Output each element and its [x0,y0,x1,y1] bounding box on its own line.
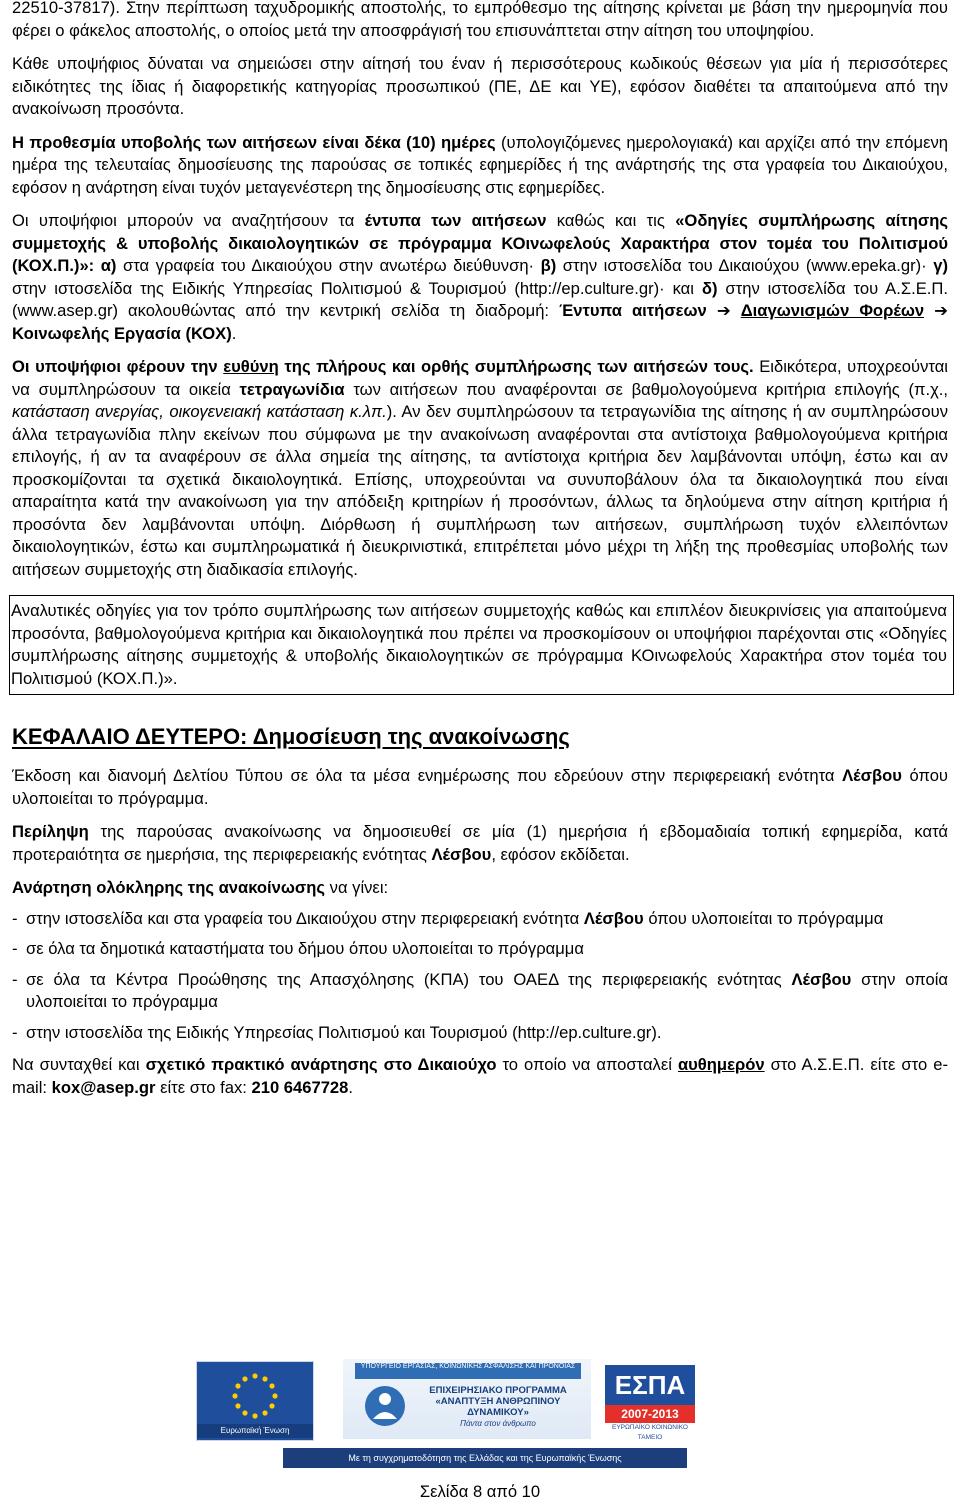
espa-logo [605,1365,695,1441]
list-item [12,969,948,1014]
region-name: Λέσβου [791,969,852,989]
list-item [12,908,948,931]
text-span: όπου υλοποιείται το πρόγραμμα [643,908,884,928]
paragraph-postal-submission [12,0,948,42]
espa-fund-name: ΕΥΡΩΠΑΪΚΟ ΚΟΙΝΩΝΙΚΟ ΤΑΜΕΙΟ [612,1424,688,1441]
italic-span: κατάσταση ανεργίας, οικογενειακή κατάσταση κ.λπ. [12,402,387,421]
path-step: Έντυπα αιτήσεων [559,301,707,320]
text-span: στο Α.Σ.Ε.Π. είτε στο e-mail: [12,1055,948,1097]
espa-wordmark: ΕΣΠΑ [605,1365,695,1405]
instructions-title: «Οδηγίες συμπλήρωσης αίτησης συμμετοχής & υποβολής δικαιολογητικών σε πρόγραμμα ΚΟινωφελούς Χαρακτήρα στον τομέα του Πολιτισμού (ΚΟΧ.Π.)»: α) [12,211,948,275]
text-span: . [348,1077,354,1097]
text-span: ). Αν δεν συμπληρώσουν τα τετραγωνίδια της αίτησης ή αν συμπληρώσουν άλλα τετραγωνίδια πλην εκείνων που σύμφωνα με την ανακοίνωση αναφέρονται στα αντίστοιχα βαθμολογούμενα κριτήρια επιλογής, ή αν τα αναφέρουν σε άλλα σημεία της αίτησης, τα αντίστοιχα κριτήρια δεν λαμβάνονται υπόψη, έστω και αν προσκομίζονται τα σχετικά δικαιολογητικά. Επίσης, υποχρεούνται να συνυποβάλουν όλα τα δικαιολογητικά που είναι απαραίτητα κατά την ανακοίνωση για την απόδειξη κριτηρίων ή προσόντων, άλλως τα δηλούμενα στην αίτηση κριτήρια ή προσόντα δεν λαμβάνονται υπόψη. Διόρθωση ή συμπλήρωση των αιτήσεων, συμπλήρωση τυχόν ελλειπόντων δικαιολογητικών, έστω και συμπληρωματικά ή διευκρινιστικά, επιτρέπεται μόνο μέχρι τη λήξη της προθεσμίας υποβολής των αιτήσεων συμμετοχής στη διαδικασία επιλογής. [12,402,948,579]
text-span: καθώς και τις [546,211,676,230]
paragraph-posting-record [12,1054,948,1099]
text-span: στην ιστοσελίδα και στα γραφεία του Δικαιούχου στην περιφερειακή ενότητα [26,908,584,928]
text-span: Οι υποψήφιοι μπορούν να αναζητήσουν τα [12,211,365,230]
text-span: . [231,323,237,343]
bold-span: τετραγωνίδια [239,379,345,399]
bold-span: Οι υποψήφιοι φέρουν την [12,357,224,376]
bold-span: Ανάρτηση ολόκληρης της ανακοίνωσης [12,878,326,897]
chapter-heading: ΚΕΦΑΛΑΙΟ ΔΕΥΤΕΡΟ: Δημοσίευση της ανακοίνωσης [12,724,570,749]
eu-caption: Ευρωπαϊκή Ένωση [197,1424,313,1438]
list-dash: - [12,1022,18,1042]
paragraph-summary [12,821,948,866]
text-span: των αιτήσεων που αναφέρονται σε βαθμολογούμενα κριτήρια επιλογής (π.χ., [344,379,948,399]
paragraph-text: (υπολογιζόμενες ημερολογιακά) και αρχίζει από την επόμενη ημέρα της τελευταίας δημοσίευσης της παρούσας σε τοπικές εφημερίδες ή της ανάρτησής της στα γραφεία του Δικαιούχου, εφόσον η ανάρτηση είναι τυχόν μεταγενέστερη της δημοσίευσης στις εφημερίδες. [12,132,948,197]
list-dash: - [12,969,18,989]
instructions-box-text: Αναλυτικές οδηγίες για τον τρόπο συμπλήρωσης των αιτήσεων συμμετοχής καθώς και επιπλέον διευκρινίσεις για απαιτούμενα προσόντα, βαθμολογούμενα κριτήρια και δικαιολογητικά που πρέπει να προσκομίσουν οι υποψήφιοι παρέχονται στις «Οδηγίες συμπλήρωσης αίτησης συμμετοχής & υποβολής δικαιολογητικών σε πρόγραμμα ΚΟινωφελούς Χαρακτήρα στον τομέα του Πολιτισμού (ΚΟΧ.Π.)». [11,601,947,688]
item-marker: δ) [701,278,718,298]
text-span: όπου υλοποιείται το πρόγραμμα. [12,766,949,808]
item-marker: γ) [933,256,948,275]
arrow-icon: ➔ [716,301,731,320]
arrow-icon: ➔ [934,301,948,320]
ministry-name: ΥΠΟΥΡΓΕΙΟ ΕΡΓΑΣΙΑΣ, ΚΟΙΝΩΝΙΚΗΣ ΑΣΦΑΛΙΣΗΣ ΚΑΙ ΠΡΟΝΟΙΑΣ [355,1363,581,1379]
text-span: στην ιστοσελίδα του Δικαιούχου (www.epeka.gr)· [556,256,934,275]
programme-mark-icon [363,1383,407,1429]
eu-stars-icon [225,1370,285,1422]
region-name: Λέσβου [583,908,644,928]
list-item-text: σε όλα τα δημοτικά καταστήματα του δήμου όπου υλοποιείται το πρόγραμμα [26,939,584,958]
espa-years: 2007-2013 [605,1405,695,1423]
paragraph-forms-availability [12,210,948,345]
bold-span: σχετικό πρακτικό ανάρτησης στο Δικαιούχο [145,1055,497,1074]
email-address: kox@asep.gr [51,1077,156,1097]
page-content [12,0,948,1099]
responsibility-underlined: ευθύνη [223,357,279,376]
ministry-programme-logo [343,1359,591,1439]
page-number: Σελίδα 8 από 10 [419,1482,541,1501]
fax-number: 210 6467728 [251,1077,349,1097]
programme-motto: Πάντα στον άνθρωπο [460,1419,536,1428]
cofunding-strip: Με τη συγχρηματοδότηση της Ελλάδας και της Ευρωπαϊκής Ένωσης [283,1448,687,1468]
same-day-underlined: αυθημερόν [677,1055,765,1074]
list-dash: - [12,939,18,958]
item-marker: β) [540,256,557,275]
eu-flag-logo [196,1361,314,1441]
forms-bold: έντυπα των αιτήσεων [364,211,547,230]
instructions-box [9,595,954,695]
list-item [12,1022,948,1045]
paragraph-posting [12,877,948,900]
bold-span: της πλήρους και ορθής συμπλήρωσης των αιτήσεών τους. [278,357,754,376]
text-span: στην ιστοσελίδα του Α.Σ.Ε.Π. (www.asep.gr) ακολουθώντας από την κεντρική σελίδα τη διαδρομή: [12,278,948,320]
path-step: Κοινωφελής Εργασία (ΚΟΧ) [12,323,232,343]
list-item-text [26,969,948,1014]
paragraph-position-codes [12,53,948,121]
text-span: στα γραφεία του Δικαιούχου στην ανωτέρω διεύθυνση· [116,256,541,275]
text-span: στην ιστοσελίδα της Ειδικής Υπηρεσίας Πολιτισμού & Τουρισμού (http://ep.culture.gr)· και [12,278,702,298]
region-name: Λέσβου [842,766,902,785]
list-item [12,938,948,961]
bold-span: Περίληψη [12,822,89,841]
list-item-text [26,908,948,931]
text-span: Να συνταχθεί και [12,1055,146,1074]
deadline-bold-text: Η προθεσμία υποβολής των αιτήσεων είναι δέκα (10) ημέρες [12,132,496,152]
text-span: της παρούσας ανακοίνωσης να δημοσιευθεί σε μία (1) ημερήσια ή εβδομαδιαία τοπική εφημερίδα, κατά προτεραιότητα σε ημερήσια, της περιφερειακής ενότητας [12,822,948,864]
funding-logos [0,1353,960,1463]
list-item-text: στην ιστοσελίδα της Ειδικής Υπηρεσίας Πολιτισμού και Τουρισμού (http://ep.culture.gr). [26,1022,662,1042]
text-span: στην οποία υλοποιείται το πρόγραμμα [26,969,948,1011]
text-span: Έκδοση και διανομή Δελτίου Τύπου σε όλα τα μέσα ενημέρωσης που εδρεύουν στην περιφερειακή ενότητα [12,766,843,785]
posting-list [12,908,948,1045]
text-span: είτε στο fax: [155,1077,252,1097]
paragraph-press-release [12,765,948,810]
list-dash: - [12,908,18,928]
text-span: σε όλα τα Κέντρα Προώθησης της Απασχόλησης (ΚΠΑ) του ΟΑΕΔ της περιφερειακής ενότητας [26,969,792,989]
path-step: Διαγωνισμών Φορέων [740,301,925,320]
programme-title: ΕΠΙΧΕΙΡΗΣΙΑΚΟ ΠΡΟΓΡΑΜΜΑ «ΑΝΑΠΤΥΞΗ ΑΝΘΡΩΠΙΝΟΥ ΔΥΝΑΜΙΚΟΥ» [429,1385,567,1418]
text-span: , εφόσον εκδίδεται. [491,844,630,864]
text-span: να γίνει: [325,878,389,897]
paragraph-text: 22510-37817). Στην περίπτωση ταχυδρομικής αποστολής, το εμπρόθεσμο της αίτησης κρίνεται με βάση την ημερομηνία που φέρει ο φάκελος αποστολής, ο οποίος μετά την αποσφράγισή του επισυνάπτεται στην αίτηση του υποψηφίου. [12,0,948,40]
paragraph-responsibility [12,356,948,581]
paragraph-deadline [12,132,948,200]
region-name: Λέσβου [431,844,492,864]
text-span: Ειδικότερα, υποχρεούνται να συμπληρώσουν τα οικεία [12,357,948,399]
text-span: το οποίο να αποσταλεί [496,1055,678,1074]
paragraph-text: Κάθε υποψήφιος δύναται να σημειώσει στην αίτησή του έναν ή περισσότερους κωδικούς θέσεων για μία ή περισσότερες ειδικότητες της ίδιας ή διαφορετικής κατηγορίας προσωπικού (ΠΕ, ΔΕ και ΥΕ), εφόσον διαθέτει τα απαιτούμενα από την ανακοίνωση προσόντα. [12,54,948,118]
